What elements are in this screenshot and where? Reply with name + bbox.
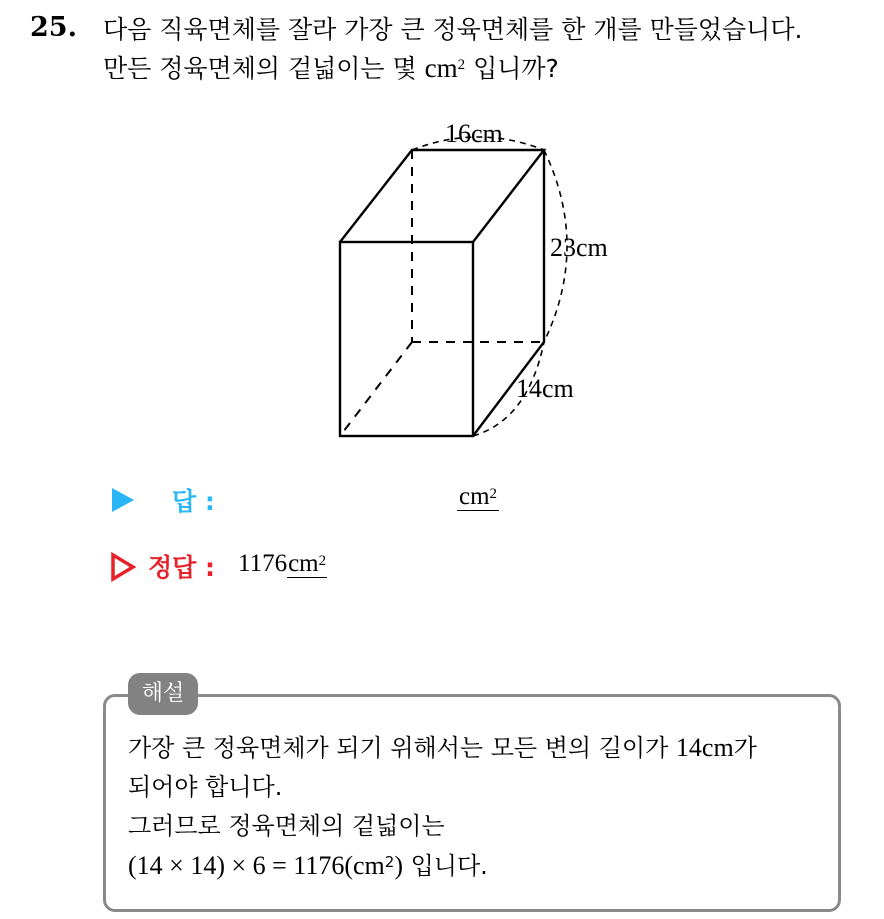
correct-answer-row xyxy=(110,548,610,588)
correct-answer-unit: $cm^2$ xyxy=(288,550,327,577)
question-line-2-suffix: 입니까? xyxy=(473,54,559,83)
top-face xyxy=(340,150,544,242)
question-number: 25. xyxy=(30,12,77,43)
question-unit: $cm^2$ xyxy=(424,53,466,83)
outline-triangle-icon xyxy=(110,552,136,582)
explanation-line-1: 가장 큰 정육면체가 되기 위해서는 모든 변의 길이가 14cm가 xyxy=(128,733,757,762)
explanation-tab: 해설 xyxy=(128,673,198,715)
explanation-line-2: 되어야 합니다. xyxy=(128,773,283,801)
play-triangle-icon xyxy=(112,488,134,512)
top-edge-label: 16cm xyxy=(445,119,503,148)
question-text xyxy=(103,10,873,88)
correct-answer-label: 정답 : xyxy=(148,553,216,582)
correct-answer-value: $1176cm^2$ xyxy=(238,550,327,577)
explanation-line-3: 그러므로 정육면체의 겉넓이는 xyxy=(128,812,445,840)
height-edge-label: 23cm xyxy=(550,233,608,262)
cuboid-figure xyxy=(300,110,640,450)
explanation-line-4: $(14 \times 14) \times 6 = 1176(cm^2)$ 입니다. xyxy=(128,851,488,880)
answer-input-unit[interactable]: $cm^2$ xyxy=(459,483,498,510)
explanation-text xyxy=(128,728,828,886)
question-line-1: 다음 직육면체를 잘라 가장 큰 정육면체를 한 개를 만들었습니다. xyxy=(103,15,803,44)
answer-row xyxy=(112,482,612,522)
answer-label: 답 : xyxy=(172,487,215,516)
question-line-2-prefix: 만든 정육면체의 겉넓이는 몇 xyxy=(103,54,417,83)
question-line-2 xyxy=(103,49,873,88)
depth-edge-label: 14cm xyxy=(516,374,574,403)
front-face xyxy=(340,242,473,436)
hidden-edges xyxy=(340,150,544,436)
